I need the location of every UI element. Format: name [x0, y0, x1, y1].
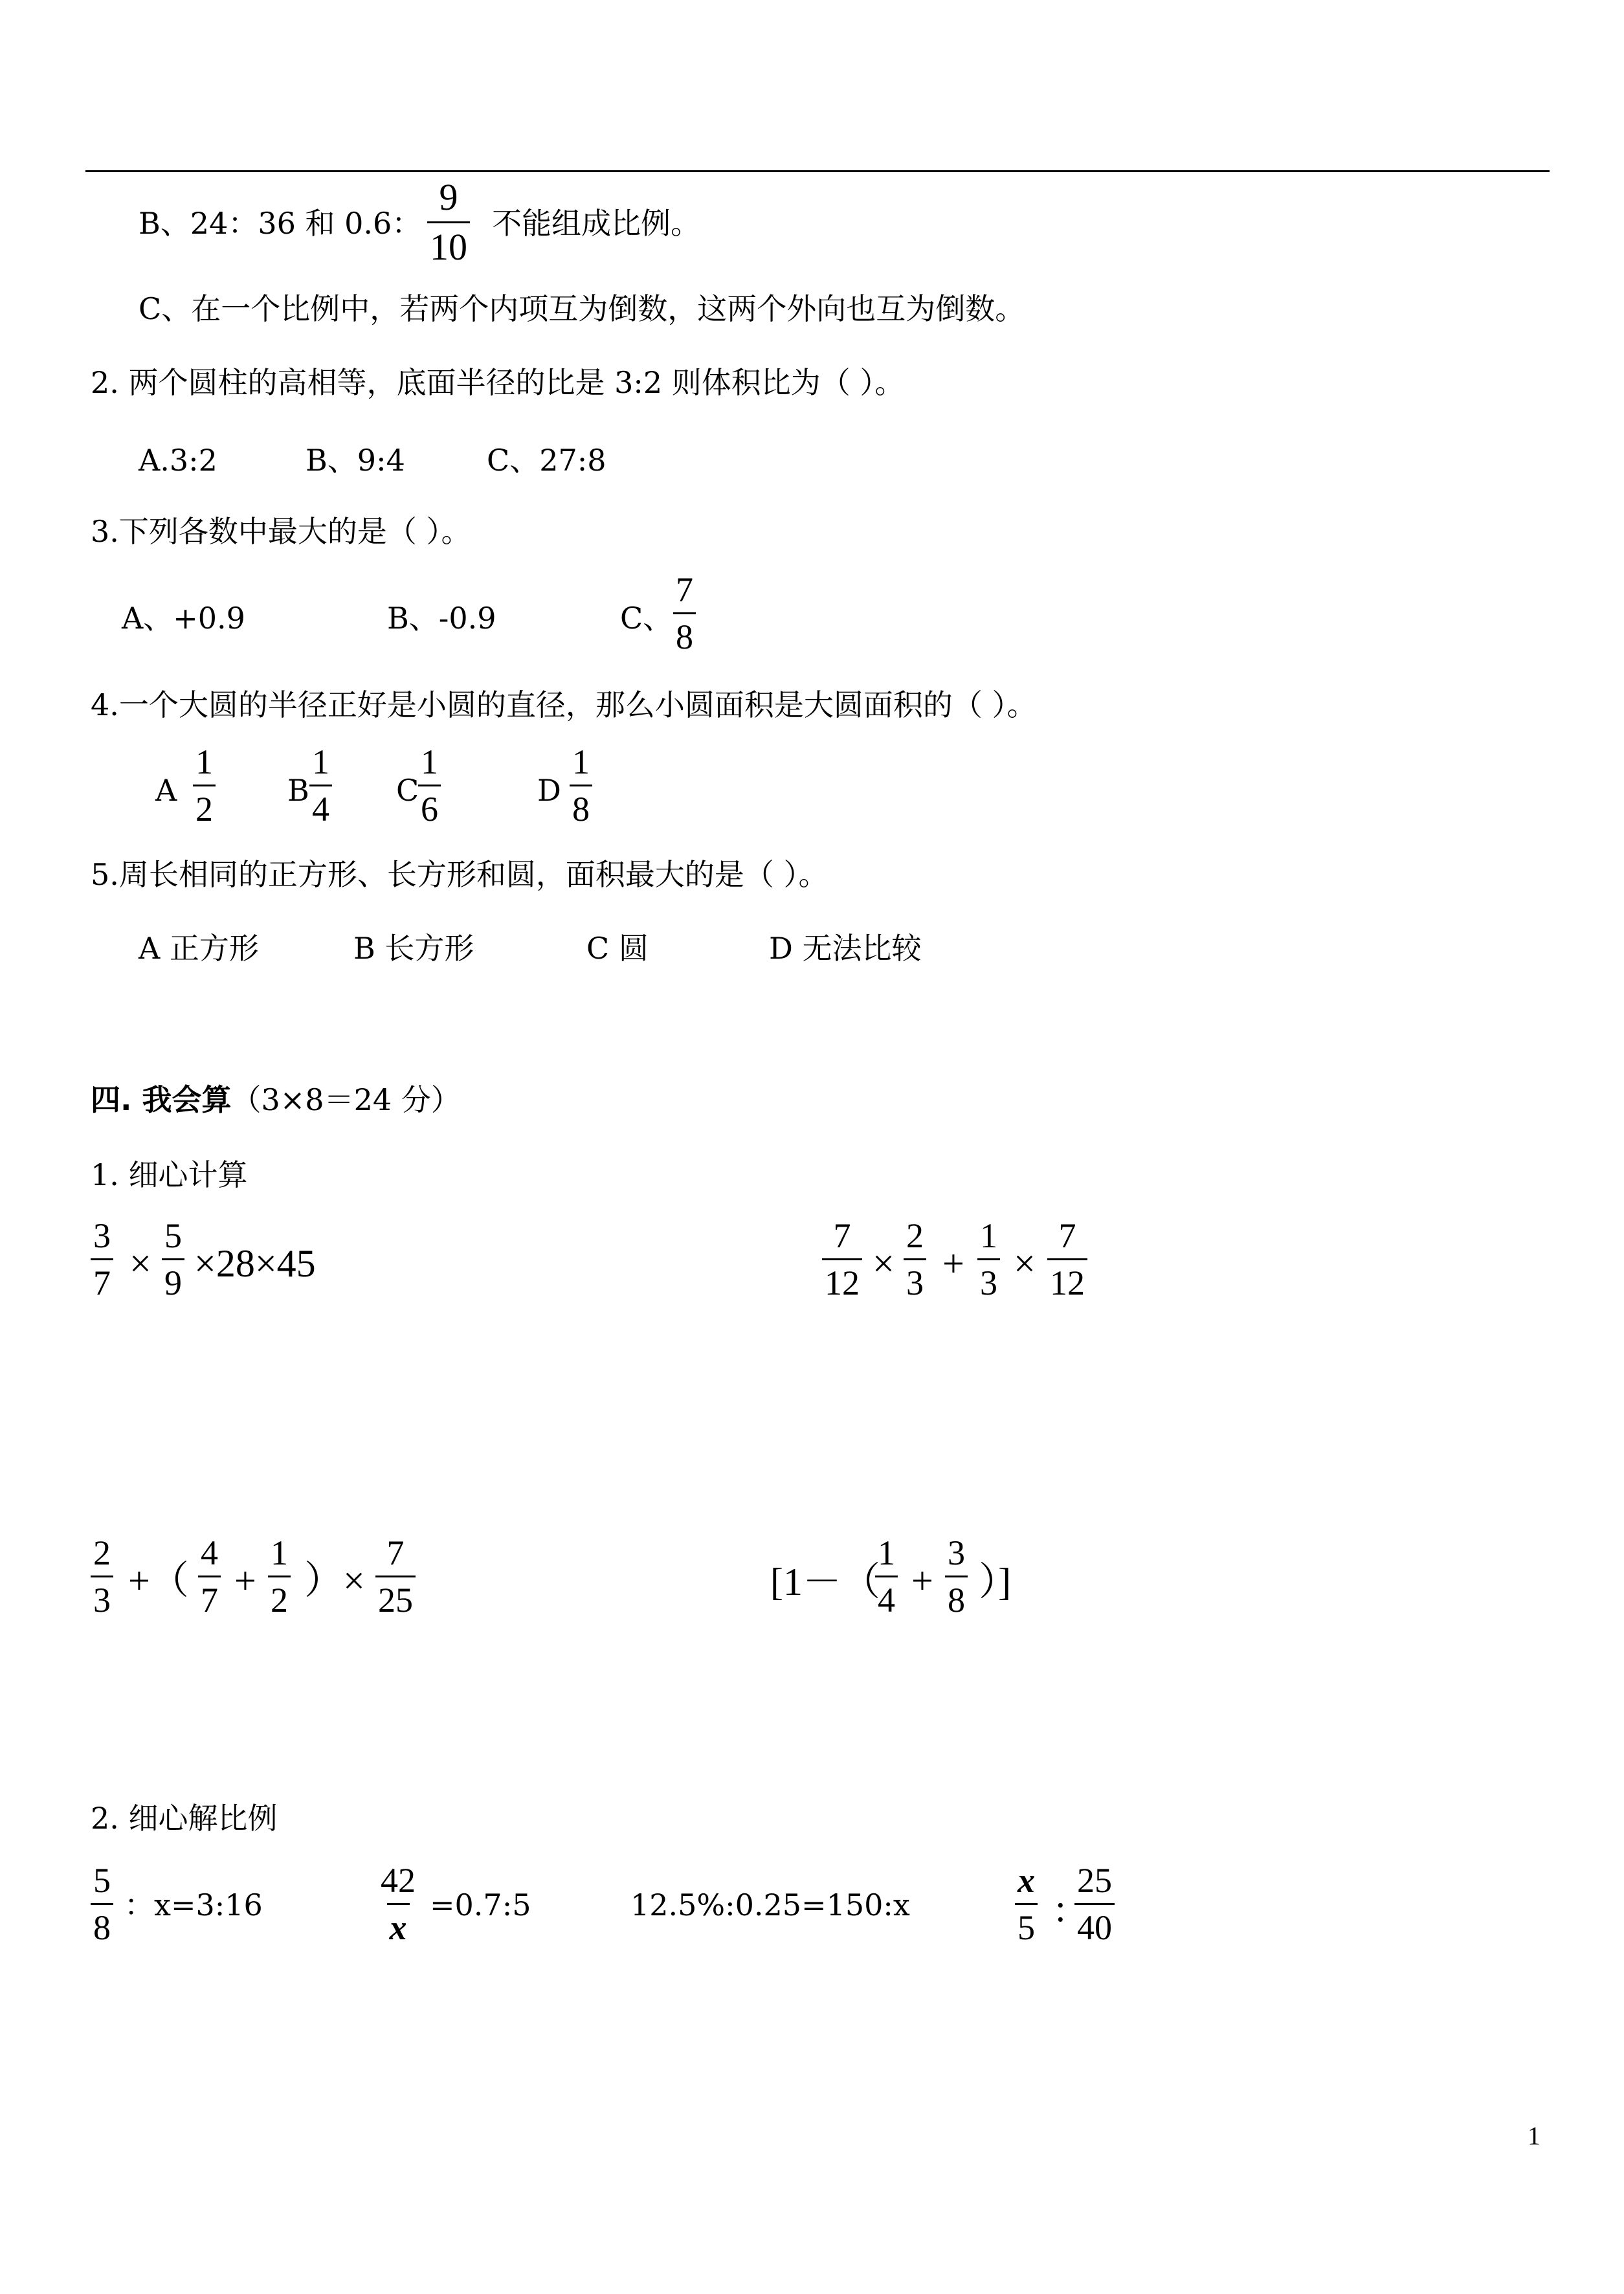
section-4-title: 四. 我会算 [91, 1082, 232, 1117]
e4-prefix: [1－（ [770, 1561, 880, 1603]
q4-fraction-1-2: $\frac{1}{2}$ [193, 744, 216, 827]
p1-fraction: $\frac{5}{8}$ [91, 1863, 113, 1945]
option-b-text: B、24：36 和 0.6： [139, 206, 422, 241]
header-rule [85, 170, 1550, 172]
q4-fraction-1-4: $\frac{1}{4}$ [309, 744, 332, 827]
q4-option-d: D [537, 773, 561, 808]
e2-fraction-3: $\frac{1}{3}$ [977, 1218, 1000, 1300]
e2-fraction-2: $\frac{2}{3}$ [904, 1218, 926, 1300]
e1-fraction-2: $\frac{5}{9}$ [162, 1218, 184, 1300]
q4-option-a: A [155, 773, 177, 808]
e4-op-1: + [911, 1559, 933, 1602]
e1-times: × [129, 1242, 151, 1285]
p2-rest: =0.7:5 [430, 1888, 531, 1922]
e3-fraction-2: $\frac{4}{7}$ [198, 1535, 221, 1618]
q3-fraction-7-8: $\frac{7}{8}$ [673, 572, 696, 654]
calc-heading: 1. 细心计算 [91, 1157, 248, 1192]
p1-rest: ：x=3:16 [124, 1888, 263, 1922]
question-4: 4.一个大圆的半径正好是小圆的直径，那么小圆面积是大圆面积的（ ）。 [91, 687, 1037, 722]
question-5: 5.周长相同的正方形、长方形和圆，面积最大的是（ ）。 [91, 857, 829, 892]
solve-heading: 2. 细心解比例 [91, 1801, 278, 1836]
p4-colon: : [1055, 1887, 1066, 1930]
e4-fraction-2: $\frac{3}{8}$ [945, 1535, 968, 1618]
e1-fraction-1: $\frac{3}{7}$ [91, 1218, 113, 1300]
e3-fraction-1: $\frac{2}{3}$ [91, 1535, 113, 1618]
option-c-text: C、在一个比例中，若两个内项互为倒数，这两个外向也互为倒数。 [139, 291, 1025, 326]
e3-op-2: + [234, 1559, 256, 1602]
e3-op-3: ）× [304, 1559, 365, 1602]
q4-option-c: C [396, 773, 419, 808]
q4-option-b: B [287, 773, 309, 808]
e1-tail: ×28×45 [194, 1242, 316, 1285]
question-2: 2. 两个圆柱的高相等，底面半径的比是 3:2 则体积比为（ ）。 [91, 365, 905, 400]
q5-option-c: C 圆 [586, 931, 649, 966]
q3-option-a: A、+0.9 [122, 601, 245, 636]
e2-fraction-4: $\frac{7}{12}$ [1047, 1218, 1087, 1300]
p4-fraction-1: $\frac{x}{5}$ [1015, 1863, 1038, 1945]
q3-option-c: C、 [620, 601, 673, 636]
section-4-heading [91, 1082, 461, 1117]
q2-option-a: A.3:2 [139, 443, 217, 478]
q4-fraction-1-6: $\frac{1}{6}$ [418, 744, 441, 827]
section-4-score: （3×8＝24 分） [231, 1082, 461, 1117]
q4-fraction-1-8: $\frac{1}{8}$ [570, 744, 592, 827]
q2-option-c: C、27:8 [487, 443, 606, 478]
e3-fraction-3: $\frac{1}{2}$ [268, 1535, 291, 1618]
p4-fraction-2: $\frac{25}{40}$ [1074, 1863, 1115, 1945]
p3-text: 12.5%:0.25=150:x [630, 1888, 910, 1922]
e4-suffix: ）] [979, 1561, 1011, 1603]
e2-op-1: × [873, 1242, 895, 1285]
fraction-9-10: $\frac{9}{10}$ [427, 179, 470, 266]
e2-fraction-1: $\frac{7}{12}$ [822, 1218, 862, 1300]
e3-fraction-4: $\frac{7}{25}$ [375, 1535, 416, 1618]
question-3: 3.下列各数中最大的是（ ）。 [91, 514, 471, 549]
e2-op-3: × [1014, 1242, 1036, 1285]
option-b-tail: 不能组成比例。 [492, 206, 700, 241]
e4-fraction-1: $\frac{1}{4}$ [875, 1535, 898, 1618]
q5-option-b: B 长方形 [353, 931, 474, 966]
q5-option-d: D 无法比较 [769, 931, 922, 966]
q3-option-b: B、-0.9 [387, 601, 496, 636]
e2-op-2: + [942, 1242, 964, 1285]
q5-option-a: A 正方形 [139, 931, 259, 966]
e3-op-1: +（ [128, 1559, 189, 1602]
page-number: 1 [1528, 2121, 1541, 2150]
q2-option-b: B、9:4 [306, 443, 405, 478]
p2-fraction: $\frac{42}{x}$ [381, 1861, 416, 1947]
